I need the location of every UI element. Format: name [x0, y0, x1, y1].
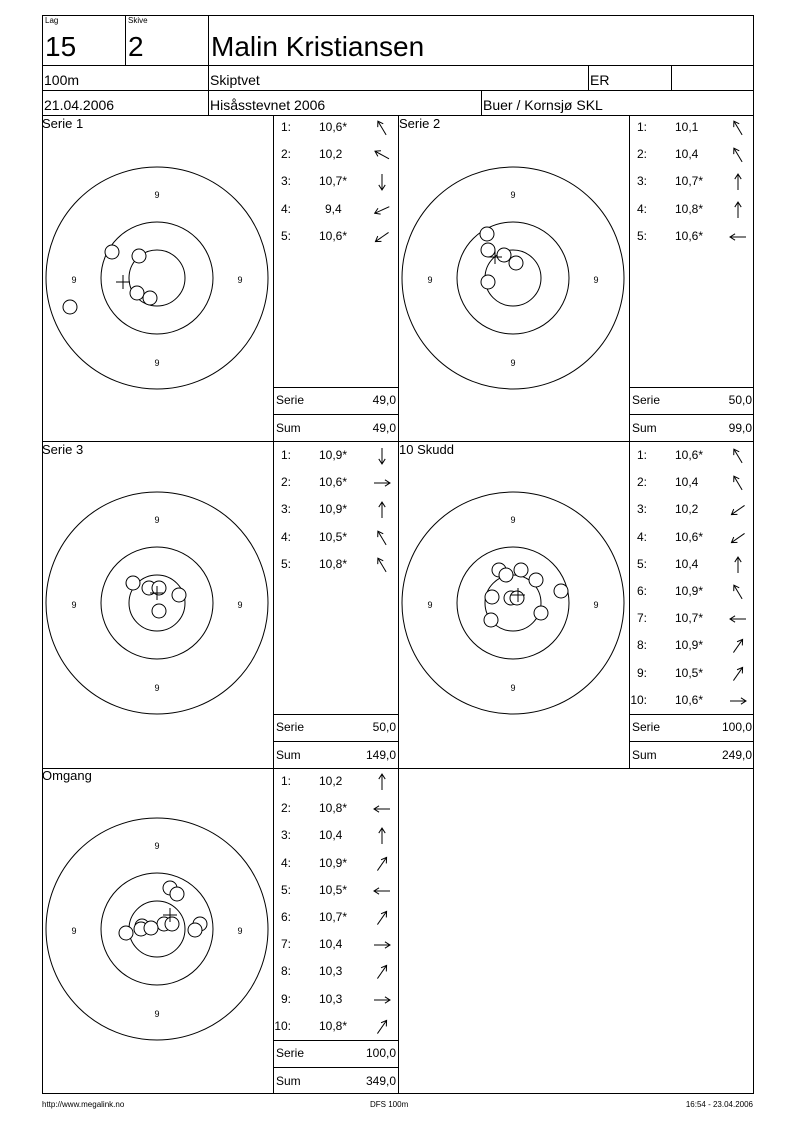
shot-row — [629, 611, 754, 627]
direction-arrow-icon — [728, 611, 748, 627]
shot-row — [629, 448, 754, 464]
shot-row — [629, 147, 754, 163]
direction-arrow-icon — [372, 910, 392, 926]
shooter-name: Malin Kristiansen — [211, 31, 425, 62]
shot-number: 2: — [636, 147, 647, 162]
shot-number: 3: — [636, 502, 647, 517]
direction-arrow-icon — [728, 120, 748, 136]
ring-number-label: 9 — [510, 358, 516, 368]
shot-score: 10,6* — [675, 692, 704, 707]
ring-number-label: 9 — [510, 515, 516, 525]
ring-number-label: 9 — [71, 600, 77, 610]
shot-row — [273, 828, 398, 844]
shot-row — [629, 202, 754, 218]
shot-score: 10,6* — [319, 120, 348, 134]
shot-row — [273, 147, 398, 163]
ring-number-label: 9 — [154, 358, 160, 368]
shot-score: 10,4 — [675, 475, 699, 490]
lag-value: 15 — [45, 31, 77, 62]
shot-number: 2: — [280, 801, 291, 816]
club: Skiptvet — [210, 72, 260, 88]
direction-arrow-icon — [372, 774, 392, 790]
shot-score: 10,6* — [319, 475, 348, 490]
direction-arrow-icon — [372, 502, 392, 518]
shot-score: 10,4 — [675, 147, 699, 162]
shot-number: 9: — [636, 665, 647, 680]
direction-arrow-icon — [372, 120, 392, 136]
sum-label: Sum — [632, 748, 657, 762]
shot-number: 1: — [636, 448, 647, 462]
sum-value: 349,0 — [365, 1074, 396, 1088]
shot-score: 10,9* — [675, 584, 704, 598]
shot-score: 10,5* — [675, 665, 704, 680]
shot-score: 10,2 — [319, 774, 343, 788]
shot-row — [629, 502, 754, 518]
ring-number-label: 9 — [237, 275, 243, 285]
shot-row — [273, 774, 398, 790]
shot-score: 10,6* — [675, 529, 704, 544]
event: Hisåsstevnet 2006 — [210, 97, 326, 113]
sum-label: Sum — [276, 421, 301, 435]
shot-row — [629, 229, 754, 245]
shot-hole — [119, 926, 133, 940]
ring-number-label: 9 — [154, 515, 160, 525]
ring-number-label: 9 — [154, 683, 160, 693]
shot-number: 4: — [636, 529, 647, 544]
direction-arrow-icon — [372, 174, 392, 190]
shot-score: 10,5* — [319, 882, 348, 897]
ring-number-label: 9 — [593, 275, 599, 285]
shot-score: 10,8* — [319, 1018, 348, 1033]
shot-number: 1: — [280, 774, 291, 788]
shot-row — [629, 666, 754, 682]
direction-arrow-icon — [372, 828, 392, 844]
shot-score: 10,3 — [319, 991, 343, 1006]
shot-number: 2: — [280, 147, 291, 162]
shot-row — [629, 120, 754, 136]
ring-number-label: 9 — [510, 190, 516, 200]
shot-score: 10,2 — [675, 502, 699, 517]
serie-total-row — [276, 1046, 396, 1060]
shot-number: 1: — [280, 448, 291, 462]
footer-link[interactable]: http://www.megalink.no — [42, 1100, 125, 1109]
ring-number-label: 9 — [71, 275, 77, 285]
direction-arrow-icon — [372, 530, 392, 546]
sum-label: Sum — [276, 748, 301, 762]
section-title-serie-2: Serie 2 — [399, 116, 441, 131]
shot-number: 2: — [280, 475, 291, 490]
direction-arrow-icon — [372, 557, 392, 573]
ring-number-label: 9 — [237, 926, 243, 936]
ring-number-label: 9 — [154, 841, 160, 851]
shot-score: 10,6* — [675, 228, 704, 243]
shot-row — [273, 475, 398, 491]
shot-score: 10,4 — [675, 556, 699, 571]
direction-arrow-icon — [728, 584, 748, 600]
serie-value: 50,0 — [728, 393, 752, 407]
shot-row — [629, 584, 754, 600]
shot-row — [629, 174, 754, 190]
shot-number: 1: — [280, 120, 291, 134]
direction-arrow-icon — [372, 229, 392, 245]
direction-arrow-icon — [372, 937, 392, 953]
shot-number: 4: — [280, 855, 291, 870]
shot-number: 6: — [636, 584, 647, 598]
direction-arrow-icon — [728, 229, 748, 245]
shot-number: 9: — [280, 991, 291, 1006]
shot-number: 3: — [280, 502, 291, 517]
direction-arrow-icon — [728, 174, 748, 190]
direction-arrow-icon — [372, 883, 392, 899]
shot-score: 10,1 — [675, 120, 699, 134]
shot-number: 10: — [630, 692, 647, 707]
section-title-serie-1: Serie 1 — [42, 116, 84, 131]
shot-row — [273, 1019, 398, 1035]
direction-arrow-icon — [728, 448, 748, 464]
serie-value: 100,0 — [365, 1046, 396, 1060]
serie-label: Serie — [632, 393, 661, 407]
shot-number: 5: — [280, 556, 291, 571]
serie-value: 100,0 — [721, 720, 752, 734]
lag-label: Lag — [45, 16, 59, 25]
direction-arrow-icon — [728, 557, 748, 573]
shot-number: 10: — [274, 1018, 291, 1033]
sum-value: 149,0 — [365, 748, 396, 762]
ring-number-label: 9 — [71, 926, 77, 936]
sum-value: 49,0 — [372, 421, 396, 435]
shot-number: 7: — [280, 937, 291, 952]
shot-row — [273, 557, 398, 573]
direction-arrow-icon — [372, 475, 392, 491]
direction-arrow-icon — [372, 801, 392, 817]
shot-row — [629, 557, 754, 573]
shot-row — [273, 883, 398, 899]
shot-score: 10,7* — [675, 611, 704, 626]
serie-label: Serie — [276, 720, 305, 734]
shot-score: 10,7* — [675, 174, 704, 189]
shot-row — [273, 992, 398, 1008]
ring-number-label: 9 — [154, 190, 160, 200]
shot-hole — [188, 923, 202, 937]
direction-arrow-icon — [728, 530, 748, 546]
shot-row — [273, 120, 398, 136]
shot-number: 7: — [636, 611, 647, 626]
shot-row — [273, 202, 398, 218]
direction-arrow-icon — [728, 502, 748, 518]
shot-number: 3: — [280, 174, 291, 189]
section-title-omgang: Omgang — [42, 768, 92, 783]
shot-number: 4: — [280, 201, 291, 216]
section-title-10-skudd: 10 Skudd — [399, 442, 454, 457]
direction-arrow-icon — [372, 856, 392, 872]
shot-score: 10,9* — [319, 448, 348, 462]
shot-score: 10,7* — [319, 174, 348, 189]
sum-label: Sum — [276, 1074, 301, 1088]
shot-row — [273, 448, 398, 464]
shot-hole — [165, 917, 179, 931]
distance: 100m — [44, 72, 80, 88]
footer-competition: DFS 100m — [370, 1100, 409, 1109]
shot-row — [273, 856, 398, 872]
shot-score: 10,4 — [319, 828, 343, 843]
shot-number: 4: — [636, 201, 647, 216]
shot-score: 10,7* — [319, 910, 348, 924]
shot-row — [629, 530, 754, 546]
shot-row — [629, 693, 754, 709]
ring-number-label: 9 — [427, 600, 433, 610]
shot-row — [273, 801, 398, 817]
sum-total-row — [276, 1074, 396, 1088]
date: 21.04.2006 — [44, 97, 115, 113]
direction-arrow-icon — [372, 448, 392, 464]
serie-label: Serie — [276, 393, 305, 407]
shot-row — [273, 229, 398, 245]
shot-score: 10,8* — [675, 201, 704, 216]
shot-score: 10,8* — [319, 801, 348, 816]
shot-row — [273, 937, 398, 953]
direction-arrow-icon — [728, 147, 748, 163]
shot-row — [629, 638, 754, 654]
shot-row — [273, 530, 398, 546]
ring-number-label: 9 — [237, 600, 243, 610]
skive-value: 2 — [128, 31, 144, 62]
shot-number: 6: — [280, 910, 291, 924]
shot-row — [629, 475, 754, 491]
shot-row — [273, 964, 398, 980]
sum-value: 99,0 — [728, 421, 752, 435]
ring-number-label: 9 — [427, 275, 433, 285]
shot-score: 10,9* — [675, 638, 704, 653]
direction-arrow-icon — [728, 202, 748, 218]
shot-number: 5: — [636, 556, 647, 571]
sum-value: 249,0 — [721, 748, 752, 762]
serie-label: Serie — [632, 720, 661, 734]
shot-score: 10,6* — [675, 448, 704, 462]
direction-arrow-icon — [728, 638, 748, 654]
direction-arrow-icon — [372, 1019, 392, 1035]
sum-label: Sum — [632, 421, 657, 435]
direction-arrow-icon — [728, 475, 748, 491]
shot-score: 10,8* — [319, 556, 348, 571]
class: ER — [590, 72, 610, 88]
shot-score: 9,4 — [325, 201, 342, 216]
ring-number-label: 9 — [154, 1009, 160, 1019]
shot-number: 8: — [636, 638, 647, 653]
shot-score: 10,2 — [319, 147, 343, 162]
section-title-serie-3: Serie 3 — [42, 442, 84, 457]
shot-hole — [144, 921, 158, 935]
shot-number: 5: — [636, 228, 647, 243]
shot-number: 3: — [636, 174, 647, 189]
venue: Buer / Kornsjø SKL — [483, 97, 603, 113]
shot-score: 10,4 — [319, 937, 343, 952]
shot-row — [273, 910, 398, 926]
serie-value: 50,0 — [372, 720, 396, 734]
shot-number: 1: — [636, 120, 647, 134]
ring-number-label: 9 — [510, 683, 516, 693]
shot-score: 10,9* — [319, 502, 348, 517]
shot-score: 10,3 — [319, 964, 343, 979]
direction-arrow-icon — [372, 992, 392, 1008]
shot-score: 10,5* — [319, 529, 348, 544]
shot-number: 2: — [636, 475, 647, 490]
footer-timestamp: 16:54 - 23.04.2006 — [685, 1100, 753, 1109]
shot-number: 5: — [280, 882, 291, 897]
shot-number: 8: — [280, 964, 291, 979]
serie-value: 49,0 — [372, 393, 396, 407]
shot-hole — [170, 887, 184, 901]
shot-row — [273, 502, 398, 518]
direction-arrow-icon — [728, 693, 748, 709]
ring-number-label: 9 — [593, 600, 599, 610]
direction-arrow-icon — [728, 666, 748, 682]
shot-row — [273, 174, 398, 190]
direction-arrow-icon — [372, 202, 392, 218]
direction-arrow-icon — [372, 964, 392, 980]
direction-arrow-icon — [372, 147, 392, 163]
shot-score: 10,9* — [319, 855, 348, 870]
serie-label: Serie — [276, 1046, 305, 1060]
shot-number: 4: — [280, 529, 291, 544]
shot-score: 10,6* — [319, 228, 348, 243]
shot-number: 5: — [280, 228, 291, 243]
shot-number: 3: — [280, 828, 291, 843]
skive-label: Skive — [128, 16, 148, 25]
